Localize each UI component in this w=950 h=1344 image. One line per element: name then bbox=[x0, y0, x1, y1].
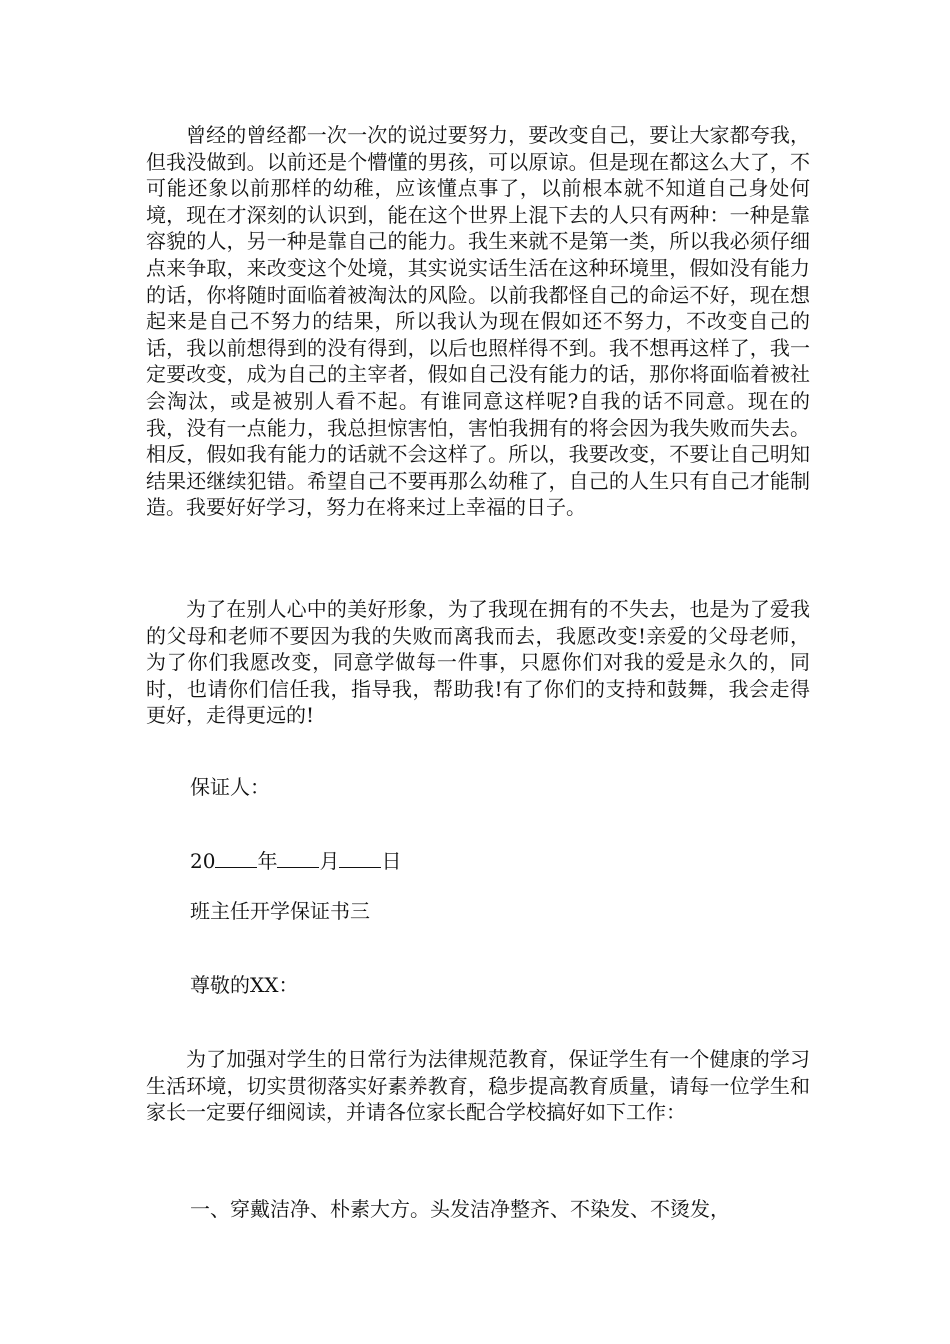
section-title: 班主任开学保证书三 bbox=[190, 899, 370, 923]
paragraph-notice: 为了加强对学生的日常行为法律规范教育，保证学生有一个健康的学习生活环境，切实贯彻落实好素养教育，稳步提高教育质量，请每一位学生和家长一定要仔细阅读，并请各位家长配合学校搞好如下工作： bbox=[146, 1047, 810, 1125]
paragraph-resolution: 曾经的曾经都一次一次的说过要努力，要改变自己，要让大家都夸我，但我没做到。以前还是个懵懂的男孩，可以原谅。但是现在都这么大了，不可能还象以前那样的幼稚，应该懂点事了，以前根本就不知道自己身处何境，现在才深刻的认识到，能在这个世界上混下去的人只有两种：一种是靠容貌的人，另一种是靠自己的能力。我生来就不是第一类，所以我必须仔细点来争取，来改变这个处境，其实说实话生活在这种环境里，假如没有能力的话，你将随时面临着被淘汰的风险。以前我都怪自己的命运不好，现在想起来是自己不努力的结果，所以我认为现在假如还不努力，不改变自己的话，我以前想得到的没有得到，以后也照样得不到。我不想再这样了，我一定要改变，成为自己的主宰者，假如自己没有能力的话，那你将面临着被社会淘汰，或是被别人看不起。有谁同意这样呢?自我的话不同意。现在的我，没有一点能力，我总担惊害怕，害怕我拥有的将会因为我失败而失去。相反，假如我有能力的话就不会这样了。所以，我要改变，不要让自己明知结果还继续犯错。希望自己不要再那么幼稚了，自己的人生只有自己才能制造。我要好好学习，努力在将来过上幸福的日子。 bbox=[146, 123, 810, 520]
date-month-label: 月 bbox=[319, 849, 340, 873]
item-dress-code: 一、穿戴洁净、朴素大方。头发洁净整齐、不染发、不烫发， bbox=[190, 1197, 730, 1221]
salutation: 尊敬的XX： bbox=[190, 973, 299, 997]
paragraph-commitment: 为了在别人心中的美好形象，为了我现在拥有的不失去，也是为了爱我的父母和老师不要因为我的失败而离我而去，我愿改变!亲爱的父母老师，为了你们我愿改变，同意学做每一件事，只愿你们对我的爱是永久的，同时，也请你们信任我，指导我，帮助我!有了你们的支持和鼓舞，我会走得更好，走得更远的! bbox=[146, 597, 810, 728]
date-line bbox=[190, 848, 810, 874]
year-blank bbox=[215, 849, 257, 868]
guarantor-label: 保证人： bbox=[190, 775, 270, 799]
date-year-label: 年 bbox=[257, 849, 278, 873]
date-prefix: 20 bbox=[190, 849, 216, 873]
date-day-label: 日 bbox=[381, 849, 402, 873]
day-blank bbox=[339, 849, 381, 868]
month-blank bbox=[277, 849, 319, 868]
